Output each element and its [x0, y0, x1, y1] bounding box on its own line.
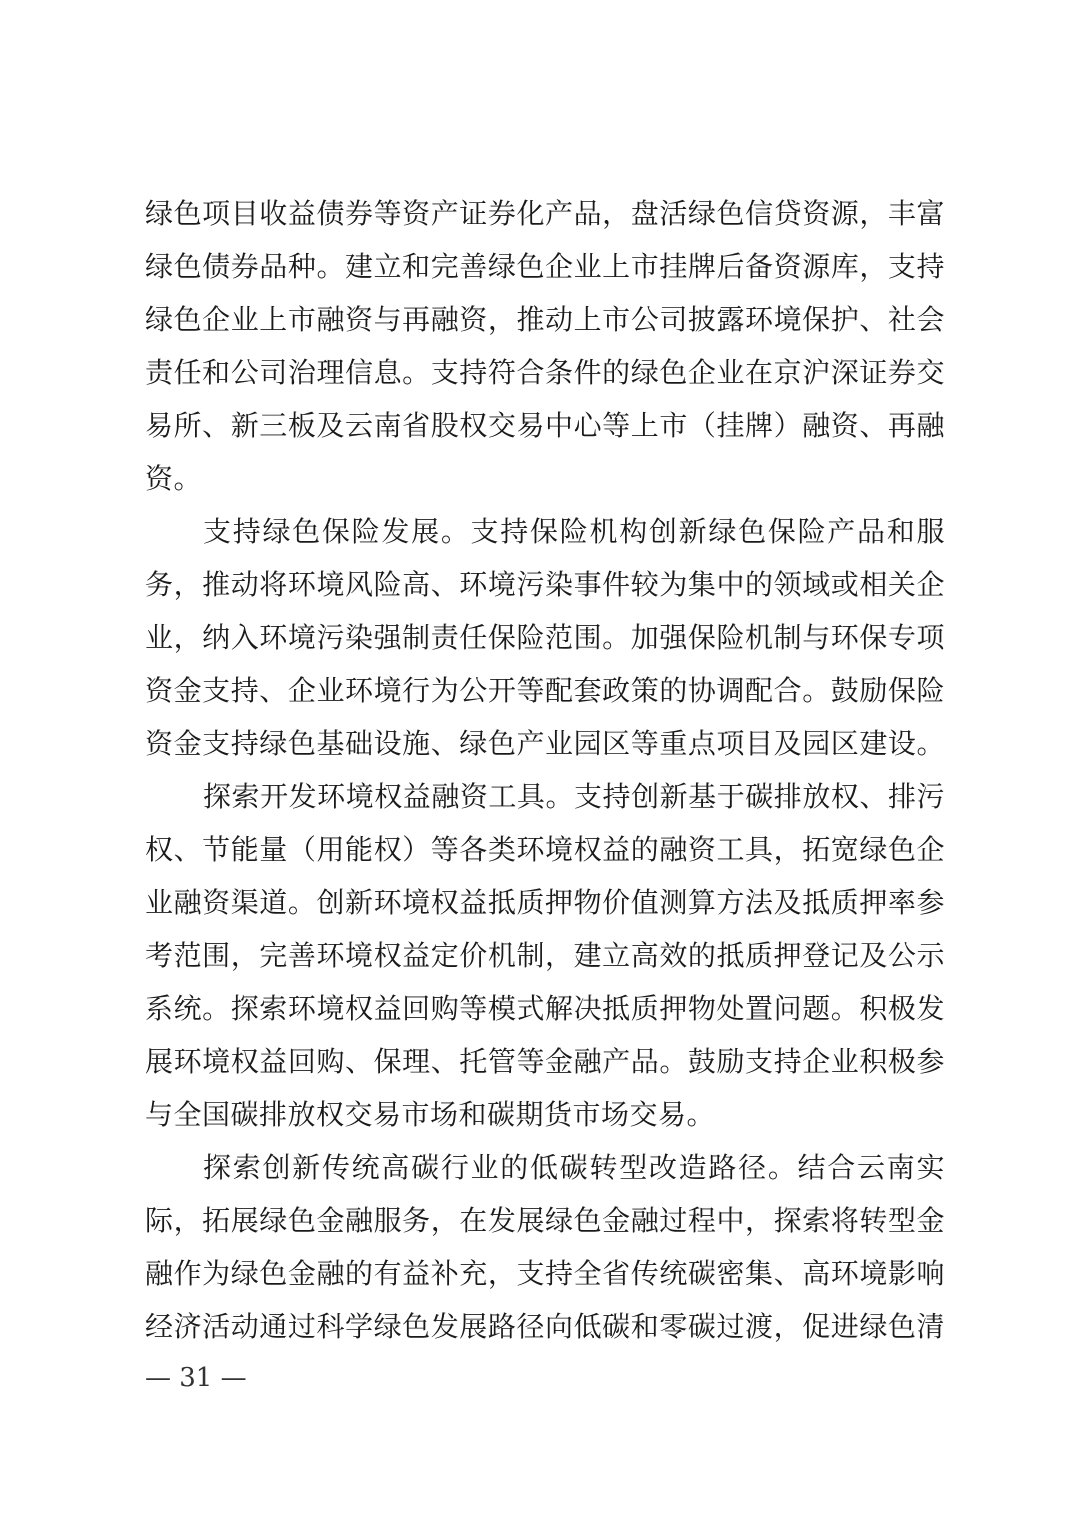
text-line: 权、节能量（用能权）等各类环境权益的融资工具，拓宽绿色企: [145, 833, 945, 866]
text-line: 资金支持绿色基础设施、绿色产业园区等重点项目及园区建设。: [145, 727, 945, 760]
text-line: 际，拓展绿色金融服务，在发展绿色金融过程中，探索将转型金: [145, 1204, 945, 1237]
paragraph-start-line: 探索开发环境权益融资工具。支持创新基于碳排放权、排污: [203, 780, 945, 813]
text-line: 考范围，完善环境权益定价机制，建立高效的抵质押登记及公示: [145, 939, 945, 972]
text-line: 业融资渠道。创新环境权益抵质押物价值测算方法及抵质押率参: [145, 886, 945, 919]
text-line: 业，纳入环境污染强制责任保险范围。加强保险机制与环保专项: [145, 621, 945, 654]
text-line: 资金支持、企业环境行为公开等配套政策的协调配合。鼓励保险: [145, 674, 945, 707]
paragraph-start-line: 支持绿色保险发展。支持保险机构创新绿色保险产品和服: [203, 515, 945, 548]
text-line: 责任和公司治理信息。支持符合条件的绿色企业在京沪深证券交: [145, 356, 945, 389]
text-line: 融作为绿色金融的有益补充，支持全省传统碳密集、高环境影响: [145, 1257, 945, 1290]
text-line: 系统。探索环境权益回购等模式解决抵质押物处置问题。积极发: [145, 992, 945, 1025]
text-line: 展环境权益回购、保理、托管等金融产品。鼓励支持企业积极参: [145, 1045, 945, 1078]
text-line: 绿色企业上市融资与再融资，推动上市公司披露环境保护、社会: [145, 303, 945, 336]
paragraph-start-line: 探索创新传统高碳行业的低碳转型改造路径。结合云南实: [203, 1151, 945, 1184]
text-line: 与全国碳排放权交易市场和碳期货市场交易。: [145, 1098, 716, 1131]
text-line: 务，推动将环境风险高、环境污染事件较为集中的领域或相关企: [145, 568, 945, 601]
page-number: — 31 —: [145, 1363, 247, 1393]
text-line: 绿色债券品种。建立和完善绿色企业上市挂牌后备资源库，支持: [145, 250, 945, 283]
text-line: 易所、新三板及云南省股权交易中心等上市（挂牌）融资、再融: [145, 409, 945, 442]
text-line: 绿色项目收益债券等资产证券化产品，盘活绿色信贷资源，丰富: [145, 197, 945, 230]
text-line: 经济活动通过科学绿色发展路径向低碳和零碳过渡，促进绿色清: [145, 1310, 945, 1343]
text-line: 资。: [145, 462, 203, 495]
